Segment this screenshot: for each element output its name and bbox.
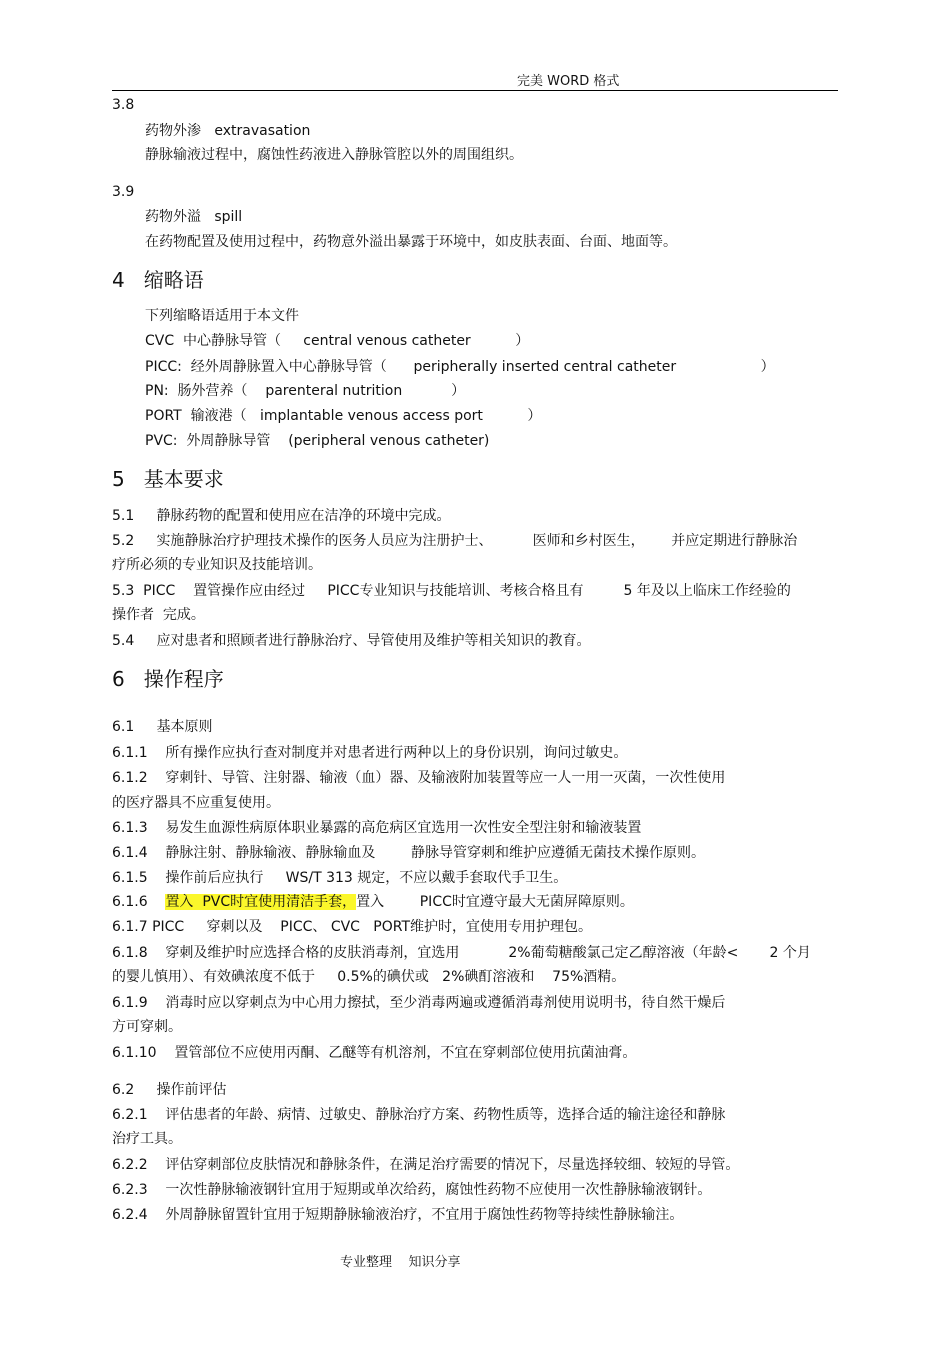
def-description: 在药物配置及使用过程中，药物意外溢出暴露于环境中，如皮肤表面、台面、地面等。 [145,234,677,250]
def-term: 药物外渗 extravasation [145,123,311,139]
clause-number: 6.1.6 [112,894,166,910]
section-title: 6 操作程序 [112,667,224,691]
highlighted-text: 置入 PVC时宜使用清洁手套， [165,894,357,910]
def-number: 3.9 [112,184,135,200]
abbr-item: CVC 中心静脉导管（ central venous catheter ） [145,333,530,349]
clause-line: 的医疗器具不应重复使用。 [112,795,280,811]
page-header [112,70,838,91]
clause-line: 操作者 完成。 [112,607,205,623]
clause-line: 6.1.10 置管部位不应使用丙酮、乙醚等有机溶剂，不宜在穿刺部位使用抗菌油膏。 [112,1045,637,1061]
header-text: 完美 WORD 格式 [517,74,620,89]
page-footer: 专业整理 知识分享 [340,1255,461,1270]
clause-line-highlighted [112,893,634,911]
def-number: 3.8 [112,97,135,113]
clause-line: 6.1.9 消毒时应以穿刺点为中心用力擦拭，至少消毒两遍或遵循消毒剂使用说明书，待自然干燥后 [112,995,726,1011]
clause-line: 6.1.3 易发生血源性病原体职业暴露的高危病区宜选用一次性安全型注射和输液装置 [112,820,642,836]
clause-line: 6.1.1 所有操作应执行查对制度并对患者进行两种以上的身份识别，询问过敏史。 [112,745,628,761]
abbr-item: PORT 输液港（ implantable venous access port ） [145,408,542,424]
def-term: 药物外溢 spill [145,209,243,225]
clause-line: 6.1.7 PICC 穿刺以及 PICC、 CVC PORT维护时，宜使用专用护理包。 [112,919,593,935]
clause-line: 6.2.4 外周静脉留置针宜用于短期静脉输液治疗，不宜用于腐蚀性药物等持续性静脉输注。 [112,1207,684,1223]
clause-line: 6.2.3 一次性静脉输液钢针宜用于短期或单次给药，腐蚀性药物不应使用一次性静脉输液钢针。 [112,1182,712,1198]
clause-line: 6.1.5 操作前后应执行 WS/T 313 规定，不应以戴手套取代手卫生。 [112,870,568,886]
clause-line: 6.2.1 评估患者的年龄、病情、过敏史、静脉治疗方案、药物性质等，选择合适的输注途径和静脉 [112,1107,726,1123]
abbr-intro: 下列缩略语适用于本文件 [145,308,299,324]
clause-line: 5.1 静脉药物的配置和使用应在洁净的环境中完成。 [112,508,451,524]
section-title: 5 基本要求 [112,467,224,491]
clause-line: 6.1.8 穿刺及维护时应选择合格的皮肤消毒剂，宜选用 2%葡萄糖酸氯己定乙醇溶液（年龄< 2 个月 [112,945,811,961]
clause-line: 的婴儿慎用）、有效碘浓度不低于 0.5%的碘伏或 2%碘酊溶液和 75%酒精。 [112,969,626,985]
abbr-item: PN: 肠外营养（ parenteral nutrition ） [145,383,466,399]
section-title: 4 缩略语 [112,268,204,292]
clause-line: 5.4 应对患者和照顾者进行静脉治疗、导管使用及维护等相关知识的教育。 [112,633,591,649]
abbr-item: PICC: 经外周静脉置入中心静脉导管（ peripherally inserted central catheter ） [145,359,775,375]
subsection-title: 6.2 操作前评估 [112,1082,227,1098]
clause-line: 6.1.4 静脉注射、静脉输液、静脉输血及 静脉导管穿刺和维护应遵循无菌技术操作原则。 [112,845,706,861]
clause-line: 6.2.2 评估穿刺部位皮肤情况和静脉条件，在满足治疗需要的情况下，尽量选择较细、较短的导管。 [112,1157,740,1173]
clause-line: 5.2 实施静脉治疗护理技术操作的医务人员应为注册护士、 医师和乡村医生， 并应定期进行静脉治 [112,533,798,549]
clause-line: 治疗工具。 [112,1131,182,1147]
subsection-title: 6.1 基本原则 [112,719,213,735]
clause-line: 方可穿刺。 [112,1019,182,1035]
abbr-item: PVC: 外周静脉导管 (peripheral venous catheter) [145,433,490,449]
clause-line: 6.1.2 穿刺针、导管、注射器、输液（血）器、及输液附加装置等应一人一用一灭菌，一次性使用 [112,770,726,786]
clause-line: 疗所必须的专业知识及技能培训。 [112,557,322,573]
clause-text: 置入 PICC时宜遵守最大无菌屏障原则。 [356,894,634,910]
clause-line: 5.3 PICC 置管操作应由经过 PICC专业知识与技能培训、考核合格且有 5 年及以上临床工作经验的 [112,583,791,599]
def-description: 静脉输液过程中，腐蚀性药液进入静脉管腔以外的周围组织。 [145,147,523,163]
